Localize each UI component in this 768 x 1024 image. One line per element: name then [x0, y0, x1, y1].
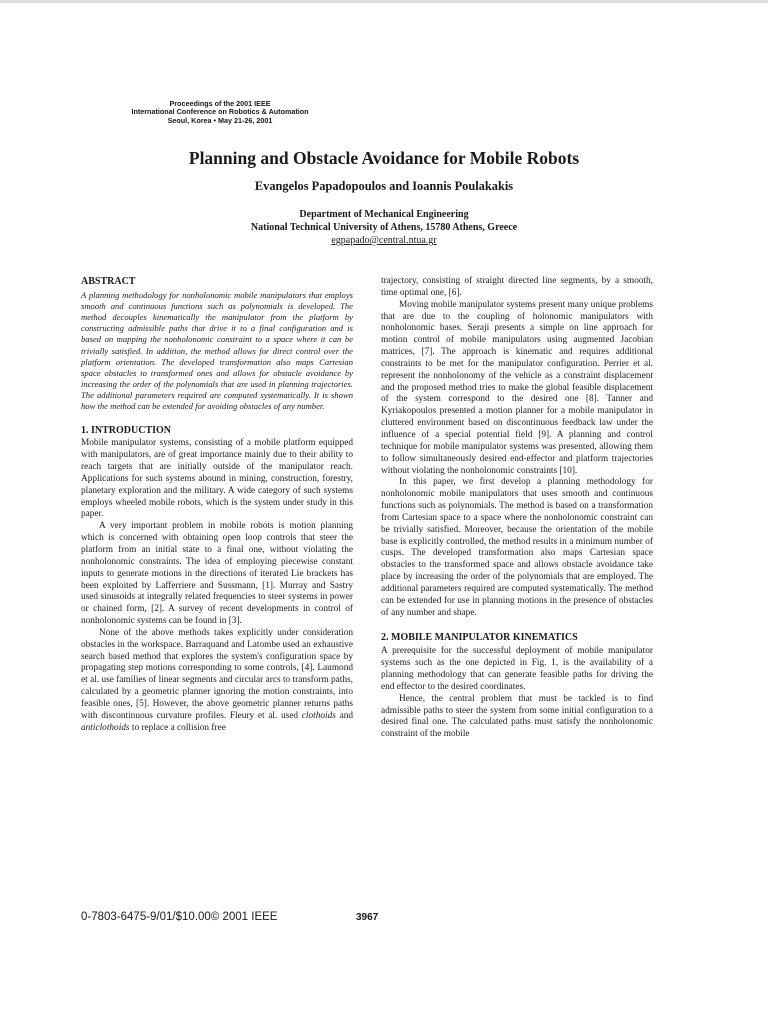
proceedings-header — [80, 100, 360, 125]
abstract-heading: ABSTRACT — [81, 276, 136, 287]
affiliation — [0, 208, 768, 247]
affiliation-university: National Technical University of Athens, 15780 Athens, Greece — [250, 222, 518, 233]
intro-paragraph-2: A very important problem in mobile robots is motion planning which is concerned with obtaining open loop controls that steer the platform from an initial state to a final one, without violating the nonholonomic constraints. The idea of employing piecewise constant inputs to generate motions in the directions of iterated Lie brackets has been exploited by Lafferriere and Sussmann, [1]. Murray and Sastry used sinusoids at integrally related frequencies to steer systems in power or chained form, [2]. A survey of recent developments in control of nonholonomic systems can be found in [3]. — [81, 521, 353, 627]
intro-paragraph-1: Mobile manipulator systems, consisting of a mobile platform equipped with manipulators, are of great importance mainly due to their ability to reach targets that are initially outside of the manipulator reach. Applications for such systems abound in mining, construction, forestry, planetary exploration and the military. A wide category of such systems employs wheeled mobile robots, which is the system under study in this paper. — [81, 438, 353, 520]
affiliation-department: Department of Mechanical Engineering — [299, 209, 469, 220]
scan-top-edge — [0, 0, 768, 3]
intro-paragraph-3 — [81, 628, 353, 735]
copyright-notice: 0-7803-6475-9/01/$10.00© 2001 IEEE — [81, 911, 278, 923]
left-column — [81, 276, 353, 735]
abstract-text: A planning methodology for nonholonomic mobile manipulators that employs smooth and continuous functions such as polynomials is developed. The method decouples kinematically the manipulator from the platform by constructing admissible paths that drive it to a final configuration and is based on mapping the nonholonomic constraint to a space where it can be trivially satisfied. In addition, the method allows for direct control over the platform orientation. The developed transformation also maps Cartesian space obstacles to transformed ones and allows for obstacle avoidance by increasing the order of the polynomials that are used in planning trajectories. The additional parameters required are computed systematically. It is shown how the method can be extended for avoiding obstacles of any number. — [81, 289, 353, 412]
section-2-heading: 2. MOBILE MANIPULATOR KINEMATICS — [381, 632, 578, 644]
section-2-paragraph-1: A prerequisite for the successful deployment of mobile manipulator systems such as the one depicted in Fig. 1, is the availability of a planning methodology that can generate feasible paths for driving the end effector to the desired coordinates. — [381, 646, 653, 692]
page-number: 3967 — [356, 912, 379, 923]
anticlothoids-term: anticlothoids — [81, 722, 130, 733]
author-email: egpapado@central.ntua.gr — [331, 235, 437, 246]
paper-title: Planning and Obstacle Avoidance for Mobile Robots — [188, 148, 580, 168]
right-paragraph-3: In this paper, we first develop a planning methodology for nonholonomic mobile manipulators that uses smooth and continuous functions such as polynomials. The method is based on a transformation from Cartesian space to a space where the nonholonomic constraint can be trivially satisfied. Moreover, because the orientation of the mobile base is explicitly controlled, the method results in a minimum number of cusps. The developed transformation also maps Cartesian space obstacles to the transformed space and allows obstacle avoidance take place by increasing the order of the polynomials that are employed. The additional parameters required are computed systematically. The method can be extended for use in planning motions in the presence of obstacles of any number and shape. — [381, 477, 653, 618]
proceedings-line-2: International Conference on Robotics & Automation — [131, 107, 309, 117]
paper-authors: Evangelos Papadopoulos and Ioannis Poulakakis — [254, 179, 514, 193]
proceedings-line-1: Proceedings of the 2001 IEEE — [169, 99, 271, 108]
introduction-heading: 1. INTRODUCTION — [81, 424, 172, 436]
intro-paragraph-3-body: None of the above methods takes explicitly under consideration obstacles in the workspace. Barraquand and Latombe used an exhaustive search based method that explores the system's configuration space by propagating step motions corresponding to some controls, [4]. Laumond et al. use families of linear segments and circular arcs to transform paths, calculated by a geometric planner ignoring the motion constraints, into feasible ones, [5]. However, the above geometric planner returns paths with discontinuous curvature profiles. Fleury et al. used — [81, 627, 353, 721]
right-paragraph-2: Moving mobile manipulator systems present many unique problems that are due to the coupling of holonomic manipulators with nonholonomic bases. Seraji presents a simple on line approach for motion control of mobile manipulators using augmented Jacobian matrices, [7]. The approach is kinematic and requires additional constraints to be met for the manipulator configuration. Perrier et al. represent the nonholonomy of the vehicle as a constraint displacement and the proposed method tries to make the global feasible displacement of the system correspond to the desired one [8]. Tanner and Kyriakopoulos presented a motion planner for a mobile manipulator in cluttered environment based on discontinuous feedback law under the influence of a special potential field [9]. A planning and control technique for mobile manipulator systems was presented, allowing them to follow simultaneously desired end-effector and platform trajectories without violating the nonholonomic constraints [10]. — [381, 299, 653, 476]
intro-paragraph-3-and: and — [335, 710, 354, 721]
intro-paragraph-3-tail: to replace a collision free — [129, 722, 226, 733]
right-column — [381, 276, 653, 741]
right-paragraph-1: trajectory, consisting of straight directed line segments, by a smooth, time optimal one, [6]. — [381, 276, 653, 298]
section-2-paragraph-2: Hence, the central problem that must be tackled is to find admissible paths to steer the system from some initial configuration to a desired final one. The calculated paths must satisfy the nonholonomic constraint of the mobile — [381, 693, 653, 740]
clothoids-term: clothoids — [301, 710, 336, 721]
proceedings-line-3: Seoul, Korea • May 21-26, 2001 — [167, 115, 273, 125]
